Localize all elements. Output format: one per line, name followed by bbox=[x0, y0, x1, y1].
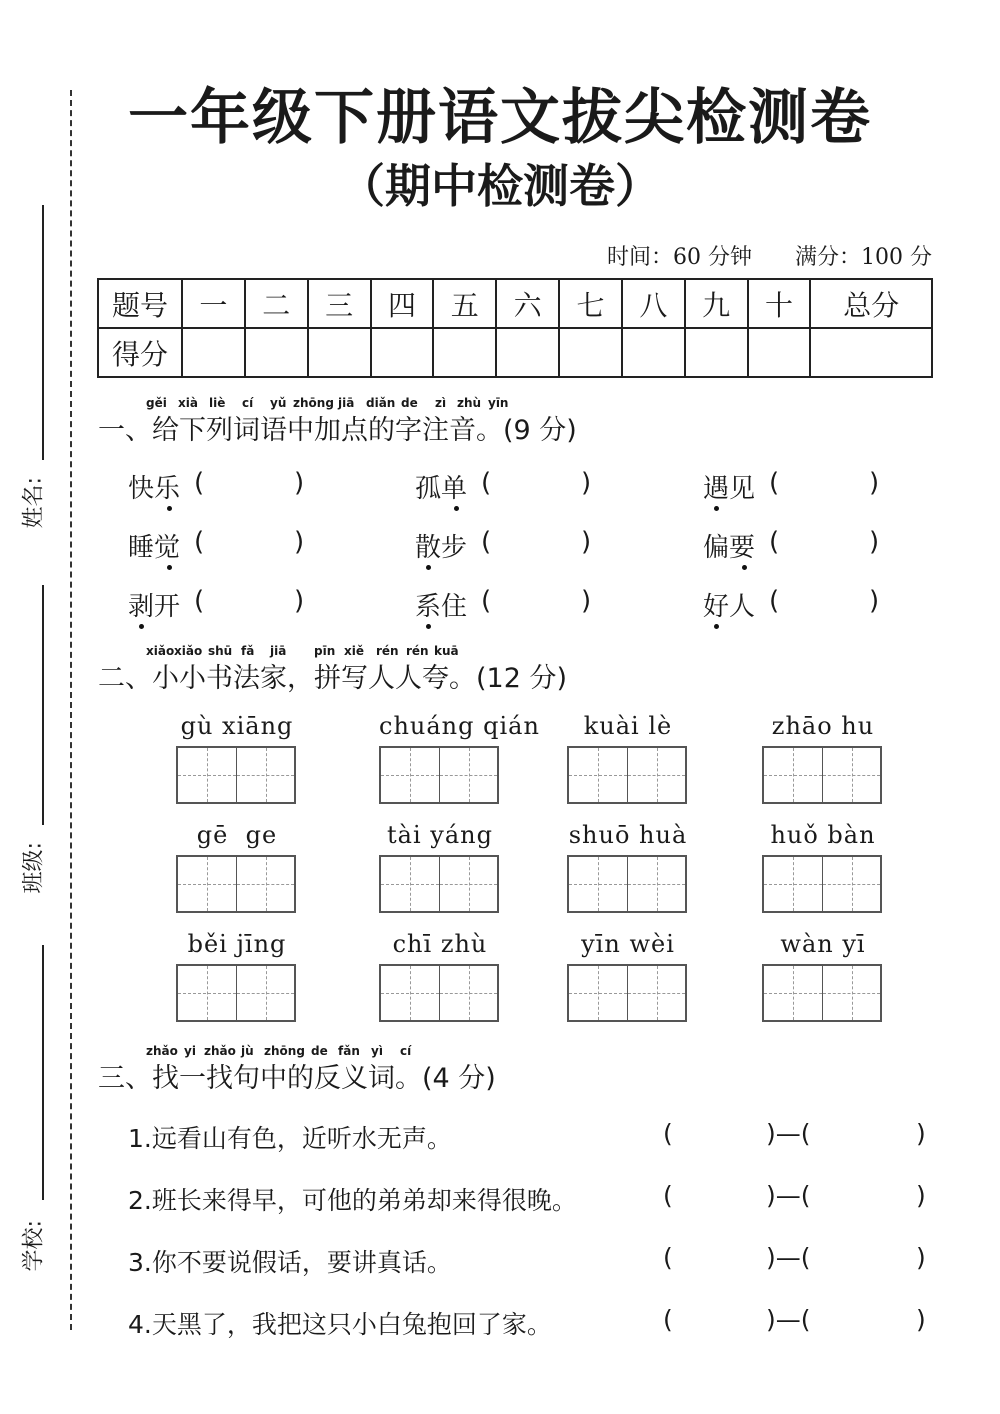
answer-open[interactable]: ( bbox=[481, 527, 492, 557]
pinyin: xiǎo bbox=[146, 644, 175, 658]
score-col: 十 bbox=[748, 279, 811, 328]
pinyin: jù bbox=[241, 1044, 254, 1058]
tianzige-box[interactable] bbox=[762, 746, 882, 804]
answer-open[interactable]: ( bbox=[769, 586, 780, 616]
class-label: 班级: bbox=[21, 842, 47, 894]
writing-item bbox=[762, 712, 884, 804]
answer-dash[interactable]: )—( bbox=[766, 1181, 811, 1210]
time-limit: 时间：60 分钟 bbox=[607, 245, 752, 270]
tianzige-box[interactable] bbox=[379, 746, 499, 804]
emphasis-dot bbox=[714, 624, 719, 629]
antonym-question: 2.班长来得早，可他的弟弟却来得很晚。 bbox=[128, 1186, 577, 1215]
answer-close: ) bbox=[581, 468, 592, 498]
phonetic-item bbox=[128, 468, 305, 505]
word: 散步 bbox=[415, 533, 468, 563]
writing-item bbox=[176, 930, 298, 1022]
emphasis-dot bbox=[714, 506, 719, 511]
word: 好人 bbox=[703, 592, 756, 622]
pinyin: jiā bbox=[270, 644, 287, 658]
pinyin-prompt: wàn yī bbox=[780, 930, 866, 958]
pinyin: yì bbox=[371, 1044, 383, 1058]
class-line bbox=[42, 585, 44, 825]
score-col: 二 bbox=[245, 279, 308, 328]
antonym-question: 4.天黑了，我把这只小白兔抱回了家。 bbox=[128, 1310, 552, 1339]
pinyin-prompt: chī zhù bbox=[392, 930, 488, 958]
pinyin: yi bbox=[184, 1044, 196, 1058]
phonetic-item bbox=[415, 468, 592, 505]
pinyin: pīn bbox=[314, 644, 336, 658]
answer-open[interactable]: ( bbox=[194, 527, 205, 557]
pinyin: kuā bbox=[434, 644, 459, 658]
pinyin: zhǎo bbox=[146, 1044, 178, 1058]
name-line bbox=[42, 205, 44, 460]
answer-open[interactable]: ( bbox=[663, 1181, 673, 1210]
score-col: 六 bbox=[496, 279, 559, 328]
pinyin: zhǎo bbox=[204, 1044, 236, 1058]
phonetic-item bbox=[415, 527, 592, 564]
answer-open[interactable]: ( bbox=[663, 1305, 673, 1334]
word: 快乐 bbox=[128, 474, 181, 504]
answer-open[interactable]: ( bbox=[194, 586, 205, 616]
pinyin: shū bbox=[208, 644, 233, 658]
phonetic-item bbox=[703, 527, 880, 564]
writing-item bbox=[567, 712, 689, 804]
score-col: 九 bbox=[685, 279, 748, 328]
writing-item bbox=[379, 930, 501, 1022]
school-line bbox=[42, 945, 44, 1200]
tianzige-box[interactable] bbox=[762, 855, 882, 913]
word: 遇见 bbox=[703, 474, 756, 504]
tianzige-box[interactable] bbox=[567, 964, 687, 1022]
page-subtitle: （期中检测卷） bbox=[339, 159, 661, 213]
section1-title: 一、给下列词语中加点的字注音。(9 分) bbox=[98, 415, 577, 446]
answer-close: ) bbox=[294, 586, 305, 616]
emphasis-dot bbox=[167, 565, 172, 570]
word: 剥开 bbox=[128, 592, 181, 622]
emphasis-dot bbox=[426, 565, 431, 570]
score-col: 三 bbox=[308, 279, 371, 328]
writing-item bbox=[567, 821, 689, 913]
answer-dash[interactable]: )—( bbox=[766, 1305, 811, 1334]
answer-close: ) bbox=[869, 586, 880, 616]
pinyin: zhù bbox=[457, 396, 482, 410]
tianzige-box[interactable] bbox=[567, 746, 687, 804]
writing-item bbox=[762, 930, 884, 1022]
score-table-header-row bbox=[98, 279, 932, 328]
score-table bbox=[97, 278, 933, 378]
tianzige-box[interactable] bbox=[176, 855, 296, 913]
writing-item bbox=[176, 821, 298, 913]
section3-title: 三、找一找句中的反义词。(4 分) bbox=[98, 1063, 496, 1094]
tianzige-box[interactable] bbox=[567, 855, 687, 913]
pinyin: diǎn bbox=[366, 396, 396, 410]
answer-open[interactable]: ( bbox=[663, 1119, 673, 1148]
tianzige-box[interactable] bbox=[762, 964, 882, 1022]
pinyin: de bbox=[311, 1044, 328, 1058]
question-number-label: 题号 bbox=[98, 279, 182, 328]
answer-open[interactable]: ( bbox=[194, 468, 205, 498]
emphasis-dot bbox=[454, 506, 459, 511]
answer-open[interactable]: ( bbox=[481, 468, 492, 498]
emphasis-dot bbox=[139, 624, 144, 629]
pinyin-prompt: gē ge bbox=[196, 821, 278, 849]
answer-close: ) bbox=[916, 1243, 926, 1272]
word: 偏要 bbox=[703, 533, 756, 563]
answer-close: ) bbox=[869, 527, 880, 557]
antonym-question: 3.你不要说假话，要讲真话。 bbox=[128, 1248, 452, 1277]
score-cell[interactable] bbox=[685, 328, 748, 377]
pinyin: cí bbox=[242, 396, 254, 410]
answer-dash[interactable]: )—( bbox=[766, 1119, 811, 1148]
answer-close: ) bbox=[294, 527, 305, 557]
pinyin: zhōng bbox=[293, 396, 334, 410]
total-score-col: 总分 bbox=[810, 279, 932, 328]
word: 睡觉 bbox=[128, 533, 181, 563]
tianzige-box[interactable] bbox=[176, 746, 296, 804]
phonetic-item bbox=[128, 586, 305, 623]
word: 系住 bbox=[415, 592, 468, 622]
pinyin: fǎ bbox=[241, 644, 255, 658]
pinyin: zì bbox=[435, 396, 447, 410]
pinyin-prompt: shuō huà bbox=[568, 821, 688, 849]
pinyin: yīn bbox=[488, 396, 509, 410]
pinyin-prompt: tài yáng bbox=[387, 821, 493, 849]
pinyin: jiā bbox=[338, 396, 355, 410]
writing-item bbox=[762, 821, 884, 913]
score-table-score-row bbox=[98, 328, 932, 377]
score-label: 得分 bbox=[98, 328, 182, 377]
score-cell[interactable] bbox=[182, 328, 245, 377]
tianzige-box[interactable] bbox=[379, 855, 499, 913]
pinyin: zhōng bbox=[264, 1044, 305, 1058]
pinyin: xiě bbox=[344, 644, 364, 658]
emphasis-dot bbox=[426, 624, 431, 629]
pinyin-prompt: kuài lè bbox=[583, 712, 673, 740]
phonetic-item bbox=[703, 468, 880, 505]
answer-open[interactable]: ( bbox=[481, 586, 492, 616]
pinyin: rén bbox=[376, 644, 399, 658]
writing-item bbox=[567, 930, 689, 1022]
writing-item bbox=[176, 712, 298, 804]
pinyin: fǎn bbox=[338, 1044, 360, 1058]
answer-open[interactable]: ( bbox=[769, 527, 780, 557]
writing-item bbox=[379, 712, 540, 804]
pinyin-prompt: zhāo hu bbox=[771, 712, 875, 740]
answer-close: ) bbox=[916, 1119, 926, 1148]
score-cell[interactable] bbox=[371, 328, 434, 377]
answer-close: ) bbox=[581, 586, 592, 616]
answer-open[interactable]: ( bbox=[769, 468, 780, 498]
word: 孤单 bbox=[415, 474, 468, 504]
phonetic-item bbox=[128, 527, 305, 564]
pinyin-prompt: huǒ bàn bbox=[770, 821, 876, 849]
score-cell[interactable] bbox=[559, 328, 622, 377]
answer-dash[interactable]: )—( bbox=[766, 1243, 811, 1272]
antonym-question: 1.远看山有色，近听水无声。 bbox=[128, 1124, 452, 1153]
school-label: 学校: bbox=[21, 1220, 47, 1272]
exam-meta bbox=[571, 240, 932, 271]
score-cell[interactable] bbox=[810, 328, 932, 377]
pinyin-prompt: yīn wèi bbox=[581, 930, 675, 958]
score-cell[interactable] bbox=[748, 328, 811, 377]
name-label: 姓名: bbox=[21, 477, 47, 529]
pinyin: gěi bbox=[146, 396, 167, 410]
score-cell[interactable] bbox=[308, 328, 371, 377]
pinyin: xiǎo bbox=[174, 644, 203, 658]
answer-close: ) bbox=[916, 1181, 926, 1210]
score-cell[interactable] bbox=[622, 328, 685, 377]
pinyin: liè bbox=[209, 396, 226, 410]
writing-item bbox=[379, 821, 501, 913]
pinyin: de bbox=[401, 396, 418, 410]
answer-close: ) bbox=[581, 527, 592, 557]
tianzige-box[interactable] bbox=[176, 964, 296, 1022]
pinyin: yǔ bbox=[270, 396, 287, 410]
pinyin: xià bbox=[178, 396, 198, 410]
full-score: 满分：100 分 bbox=[795, 245, 932, 270]
pinyin-prompt: gù xiāng bbox=[180, 712, 294, 740]
phonetic-item bbox=[703, 586, 880, 623]
page-title: 一年级下册语文拔尖检测卷 bbox=[128, 83, 872, 153]
pinyin-prompt: běi jīng bbox=[187, 930, 287, 958]
emphasis-dot bbox=[742, 565, 747, 570]
pinyin: rén bbox=[406, 644, 429, 658]
score-col: 七 bbox=[559, 279, 622, 328]
section2-title: 二、小小书法家，拼写人人夸。(12 分) bbox=[98, 663, 568, 694]
answer-close: ) bbox=[294, 468, 305, 498]
binding-dashed-line bbox=[70, 90, 72, 1330]
phonetic-item bbox=[415, 586, 592, 623]
score-col: 五 bbox=[433, 279, 496, 328]
score-cell[interactable] bbox=[496, 328, 559, 377]
emphasis-dot bbox=[167, 506, 172, 511]
score-col: 八 bbox=[622, 279, 685, 328]
tianzige-box[interactable] bbox=[379, 964, 499, 1022]
answer-close: ) bbox=[916, 1305, 926, 1334]
answer-close: ) bbox=[869, 468, 880, 498]
pinyin-prompt: chuáng qián bbox=[379, 712, 540, 740]
pinyin: cí bbox=[400, 1044, 412, 1058]
score-cell[interactable] bbox=[245, 328, 308, 377]
score-col: 四 bbox=[371, 279, 434, 328]
score-cell[interactable] bbox=[433, 328, 496, 377]
score-col: 一 bbox=[182, 279, 245, 328]
answer-open[interactable]: ( bbox=[663, 1243, 673, 1272]
